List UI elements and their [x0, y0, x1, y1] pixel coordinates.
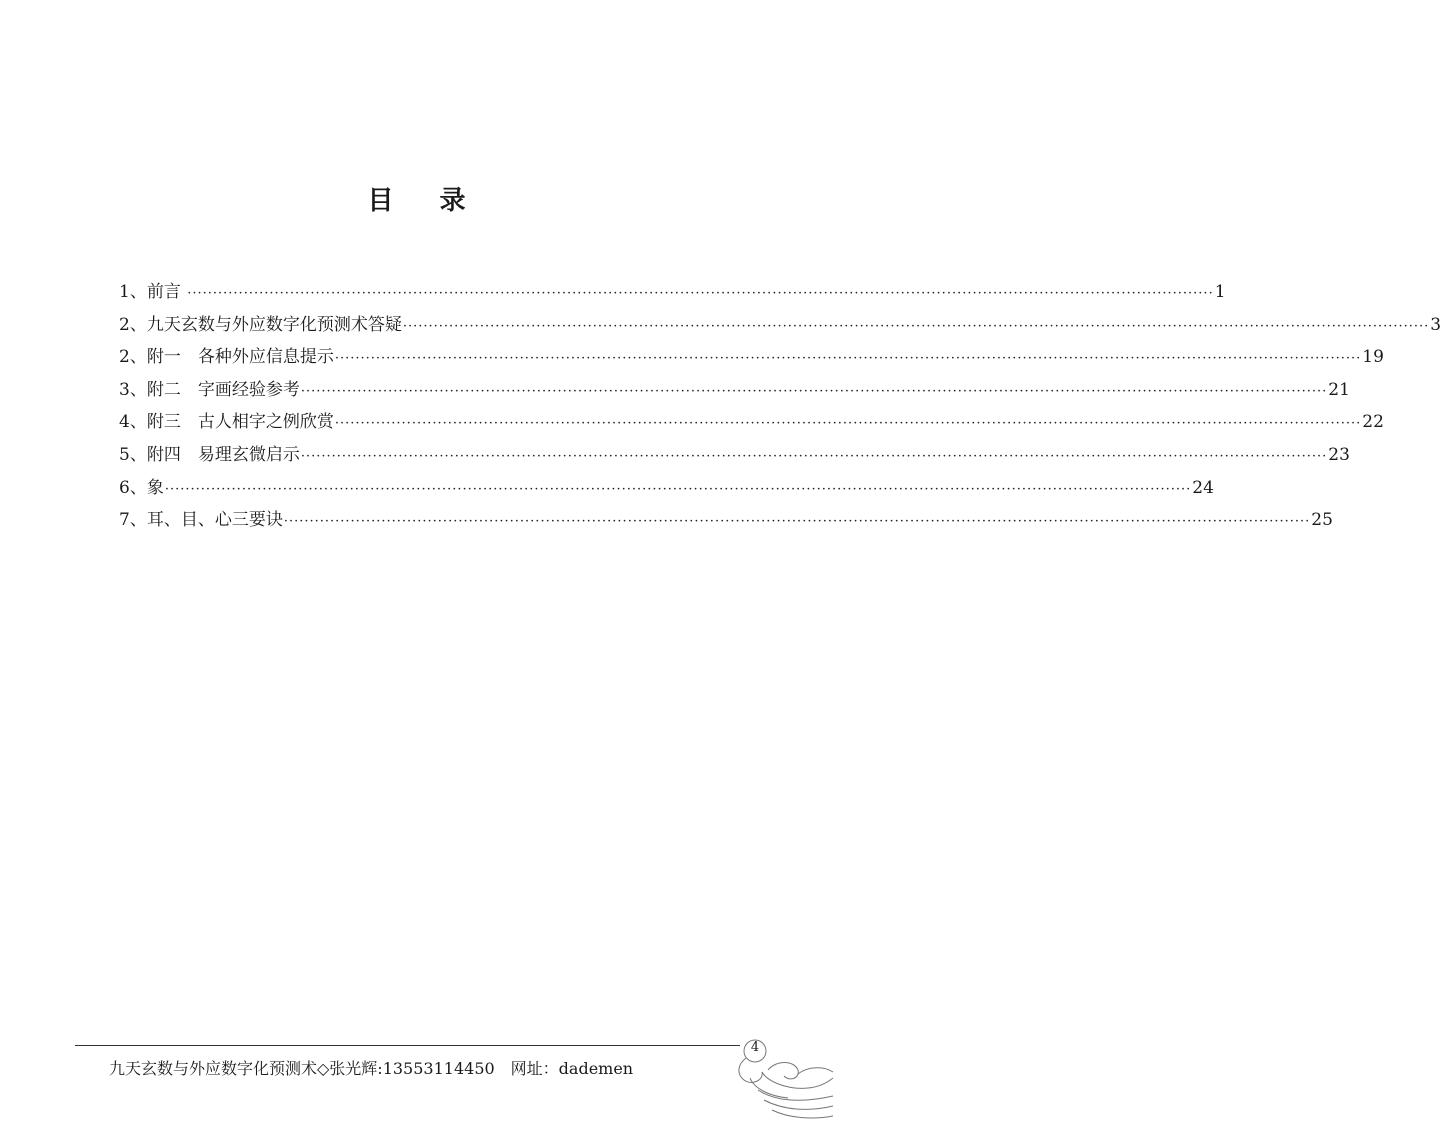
toc-entry-page: 3 — [1430, 314, 1441, 335]
toc-leader-dots: ········································································································································································································ — [300, 448, 1328, 464]
toc-leader-dots: ········································································································································································································ — [300, 383, 1328, 399]
toc-entry-page: 23 — [1328, 444, 1350, 465]
footer-text: 九天玄数与外应数字化预测术◇张光辉:13553114450 网址：dademen — [109, 1059, 634, 1078]
toc-leader-dots: ········································································································································································································ — [187, 286, 1214, 301]
toc-entry-label: 2、附一 各种外应信息提示 — [119, 347, 334, 368]
toc-entry-label: 5、附四 易理玄微启示 — [119, 444, 300, 465]
footer-divider — [75, 1045, 740, 1046]
toc-leader-dots: ········································································································································································································ — [334, 351, 1362, 367]
toc-entry[interactable] — [119, 280, 1226, 313]
toc-leader-dots: ········································································································································································································ — [164, 481, 1192, 497]
table-of-contents — [119, 280, 1441, 541]
toc-leader-dots: ········································································································································································································ — [334, 416, 1362, 432]
toc-entry-page: 25 — [1311, 510, 1333, 531]
toc-entry-page: 22 — [1362, 412, 1384, 433]
toc-entry-label: 6、象 — [119, 477, 164, 498]
toc-entry-label: 2、九天玄数与外应数字化预测术答疑 — [119, 314, 402, 335]
toc-entry[interactable] — [119, 443, 1350, 476]
title-char-2: 录 — [439, 186, 466, 216]
page-title — [0, 180, 833, 217]
title-char-1: 目 — [367, 186, 394, 216]
toc-entry[interactable] — [119, 508, 1333, 541]
toc-entry[interactable] — [119, 476, 1214, 509]
toc-entry-label: 7、耳、目、心三要诀 — [119, 510, 283, 531]
toc-entry-page: 21 — [1328, 379, 1350, 400]
toc-entry-label: 1、前言 — [119, 282, 187, 302]
toc-entry-page: 24 — [1192, 477, 1214, 498]
toc-entry[interactable] — [119, 378, 1350, 411]
toc-leader-dots: ········································································································································································································ — [402, 318, 1430, 334]
toc-entry[interactable] — [119, 410, 1384, 443]
toc-entry[interactable] — [119, 345, 1384, 378]
toc-entry-label: 3、附二 字画经验参考 — [119, 379, 300, 400]
page-number: 4 — [750, 1040, 760, 1055]
toc-entry[interactable] — [119, 313, 1441, 346]
toc-entry-label: 4、附三 古人相字之例欣赏 — [119, 412, 334, 433]
toc-entry-page: 19 — [1362, 347, 1384, 368]
toc-entry-page: 1 — [1214, 282, 1226, 302]
cloud-ornament-icon — [728, 1030, 833, 1122]
toc-leader-dots: ········································································································································································································ — [283, 514, 1311, 530]
